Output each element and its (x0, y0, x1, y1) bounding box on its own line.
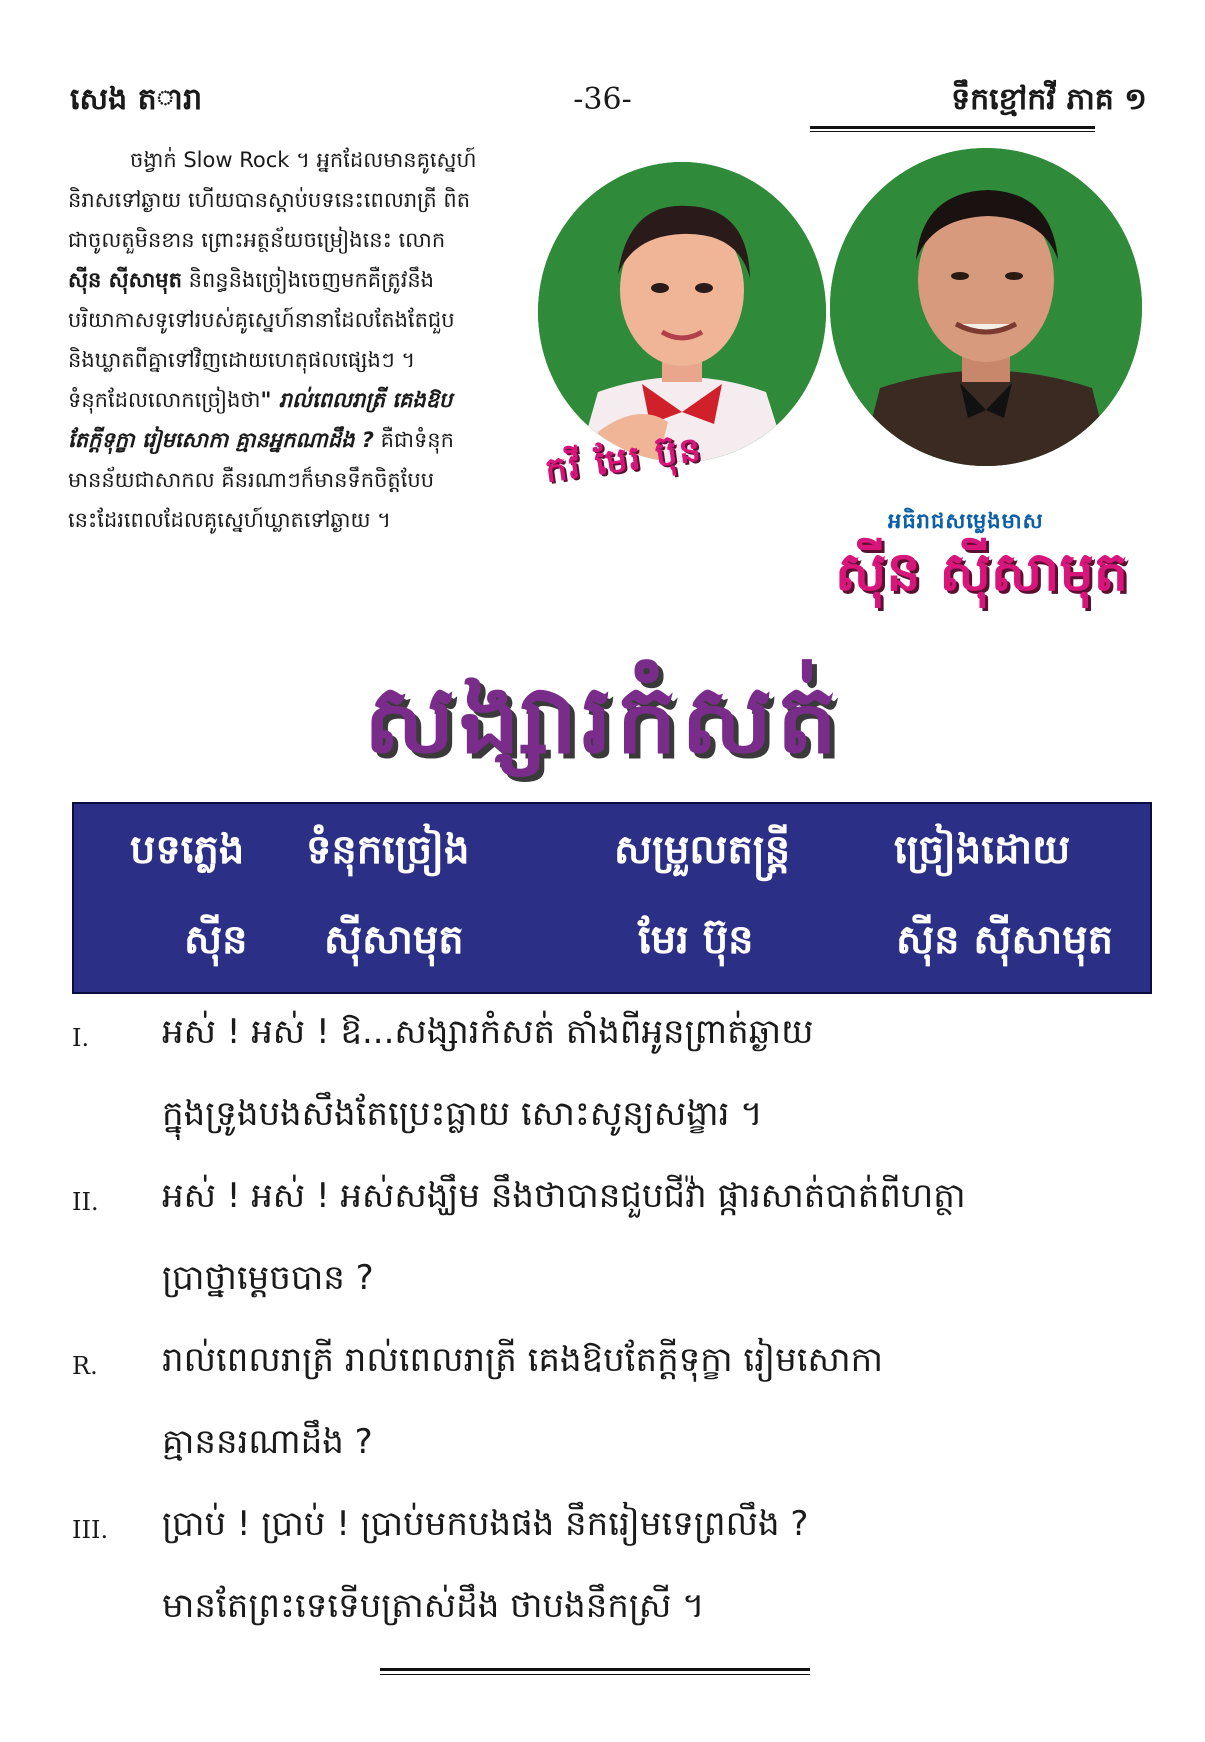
portrait-sinn-sisamouth (830, 148, 1142, 466)
intro-line: មានន័យជាសាកល គឺនរណាៗក៏មានទឹកចិត្តបែប (68, 468, 435, 492)
header-author: សេង ត​ារា (70, 82, 203, 117)
lyric-line: អស់ ! អស់ ! ឱ...សង្សារកំសត់ តាំងពីអូនព្រាត់ឆ្ងាយ (162, 1012, 814, 1052)
footer-rule (380, 1668, 810, 1675)
credit-label-lyrics: ទំនុកច្រៀង (306, 827, 470, 873)
refrain-marker: R. (72, 1352, 98, 1380)
credit-value-music: ស៊ីន (184, 917, 248, 963)
page-number: -36- (573, 82, 632, 117)
header-book-title: ទឹកខ្មៅកវី ភាគ ១ (951, 82, 1147, 117)
lyric-line: គ្មាននរណាដឹង ? (162, 1422, 373, 1462)
credit-label-singer: ច្រៀងដោយ (894, 827, 1071, 873)
credits-box (72, 802, 1152, 994)
credit-value-lyrics: ស៊ីសាមុត (324, 917, 464, 963)
intro-line: និងឃ្លាតពីគ្នាទៅវិញដោយហេតុផលផ្សេងៗ ។ (68, 348, 416, 372)
portrait-caption-mer-bun: កវី មែរ ប៊ុន (542, 429, 705, 491)
intro-line: ស៊ីន ស៊ីសាមុត និពន្ធនិងច្រៀងចេញមកគឺត្រូវនឹង (68, 268, 435, 292)
intro-line: បរិយាកាសទូទៅរបស់គូស្នេហ៍នានាដែលតែងតែជួប (68, 308, 455, 332)
lyric-line: មានតែព្រះទេទើបត្រាស់ដឹង ថាបងនឹកស្រី ។ (162, 1586, 705, 1626)
verse-marker: III. (72, 1516, 109, 1544)
portrait-photo (830, 148, 1142, 466)
lyric-line: ប្រាប់ ! ប្រាប់ ! ប្រាប់មកបងផង នឹករៀមទេព្រលឹង ? (162, 1504, 809, 1544)
header-rule (810, 126, 1095, 132)
intro-line: ចង្វាក់ Slow Rock ។ អ្នកដែលមានគូស្នេហ៍ (130, 148, 477, 172)
lyric-line: អស់ ! អស់ ! អស់សង្ឃឹម នឹងថាបានជួបជីវ៉ា ផ្ការសាត់បាត់ពីហត្ថា (162, 1176, 966, 1216)
intro-line: នេះដែរពេលដែលគូស្នេហ៍ឃ្លាតទៅឆ្ងាយ ។ (68, 508, 392, 532)
intro-line: ទំនុកដែលលោកច្រៀងថា" រាល់ពេលរាត្រី គេងឱប (68, 388, 453, 412)
lyric-line: រាល់ពេលរាត្រី រាល់ពេលរាត្រី គេងឱបតែក្ដីទុក្ខា រៀមសោកា (162, 1340, 884, 1380)
intro-line: និរាសទៅឆ្ងាយ ហើយបានស្ដាប់បទនេះពេលរាត្រី ពិត (68, 188, 471, 212)
intro-line: ជាចូលតួមិនខាន ព្រោះអត្ថន័យចម្រៀងនេះ លោក (68, 228, 446, 252)
singer-title: អធិរាជសម្លេងមាស (888, 509, 1044, 533)
credit-label-arrangement: សម្រួលតន្ត្រី (614, 827, 791, 873)
verse-marker: II. (72, 1188, 99, 1216)
lyric-line: ប្រាថ្នាម្ដេចបាន ? (162, 1258, 374, 1298)
intro-paragraph (68, 140, 518, 540)
portrait-illustration (538, 162, 826, 462)
credit-value-arrangement: មែរ ប៊ុន (638, 917, 754, 963)
credit-label-music: បទភ្លេង (130, 827, 245, 873)
portrait-mer-bun (538, 162, 826, 462)
intro-line: តែក្ដីទុក្ខា រៀមសោកា គ្មានអ្នកណាដឹង ? គឺជាទំនុក (68, 428, 454, 452)
song-title: សង្សារកំសត់ (363, 663, 842, 775)
lyric-line: ក្នុងទ្រូងបងសឹងតែប្រេះធ្លាយ សោះសូន្យសង្ខារ ។ (162, 1094, 763, 1134)
verse-marker: I. (72, 1024, 90, 1052)
quote-text: " រាល់ពេលរាត្រី គេងឱប (260, 388, 453, 412)
singer-name: ស៊ីន ស៊ីសាមុត (835, 540, 1129, 603)
quote-text: តែក្ដីទុក្ខា រៀមសោកា គ្មានអ្នកណាដឹង ? (68, 428, 374, 452)
credit-value-singer: ស៊ីន ស៊ីសាមុត (896, 917, 1114, 963)
composer-name: ស៊ីន ស៊ីសាមុត (68, 268, 182, 292)
